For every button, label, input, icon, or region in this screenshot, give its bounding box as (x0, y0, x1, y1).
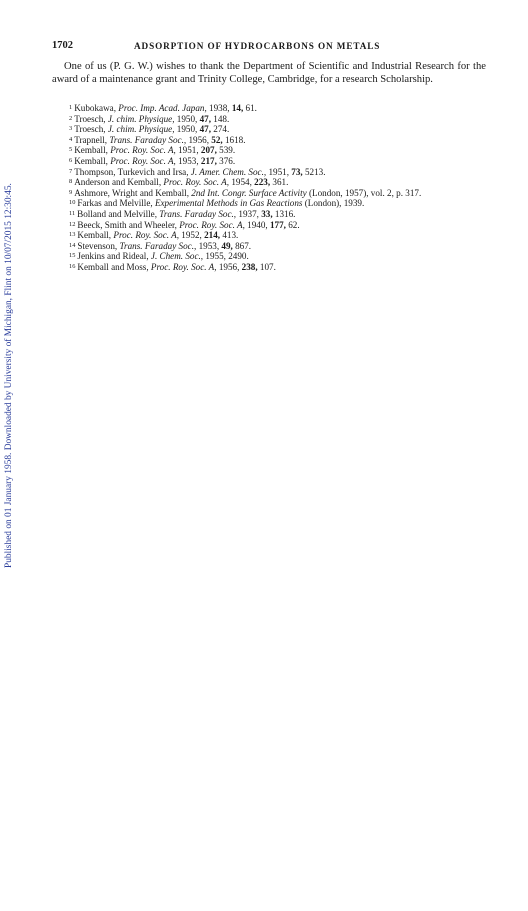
reference-authors: Jenkins and Rideal, (77, 251, 149, 262)
reference-pages: 62. (288, 219, 300, 230)
reference-journal: Trans. Faraday Soc., (119, 240, 197, 251)
reference-volume: 33, (261, 208, 273, 219)
reference-number: 14 (69, 241, 76, 249)
reference-journal: J. Chem. Soc., (150, 251, 204, 262)
reference-journal: Proc. Roy. Soc. A, (179, 219, 245, 230)
page-content (52, 40, 486, 273)
reference-pages: 376. (219, 155, 236, 166)
reference-authors: Kemball, (74, 155, 108, 166)
reference-number: 5 (69, 146, 73, 154)
download-watermark (2, 128, 16, 568)
reference-item (52, 198, 486, 209)
reference-pages: 61. (245, 103, 257, 113)
reference-authors: Trapnell, (74, 134, 108, 145)
reference-year: 1956, (188, 134, 209, 145)
reference-volume: 47, (199, 113, 211, 124)
running-title: ADSORPTION OF HYDROCARBONS ON METALS (134, 41, 381, 51)
reference-pages: 413. (222, 230, 239, 241)
reference-year: (London, 1957), (308, 187, 369, 198)
reference-journal: Proc. Roy. Soc. A, (163, 177, 230, 188)
reference-year: 1950, (176, 124, 198, 135)
reference-pages: 1618. (224, 134, 246, 145)
reference-volume: 223, (254, 177, 271, 188)
reference-volume: 177, (269, 219, 286, 230)
reference-year: 1956, (218, 261, 240, 272)
reference-item (52, 103, 486, 114)
reference-year: 1937, (238, 208, 259, 219)
reference-item (52, 135, 486, 146)
page-header (52, 40, 486, 54)
reference-number: 11 (69, 209, 76, 217)
reference-journal: Proc. Imp. Acad. Japan, (118, 103, 207, 113)
reference-year: 1940, (247, 219, 268, 230)
reference-number: 7 (69, 167, 73, 175)
reference-authors: Kemball, (74, 145, 108, 156)
reference-authors: Farkas and Melville, (77, 198, 153, 209)
reference-year: 1938, (209, 103, 230, 113)
reference-pages: 148. (213, 113, 230, 124)
reference-item (52, 167, 486, 178)
reference-volume: 73, (291, 166, 303, 177)
reference-volume: 52, (211, 134, 223, 145)
reference-journal: Trans. Faraday Soc., (159, 208, 237, 219)
reference-item (52, 177, 486, 188)
reference-authors: Kubokawa, (74, 103, 117, 113)
reference-journal: Proc. Roy. Soc. A, (110, 155, 176, 166)
reference-pages: 361. (272, 177, 289, 188)
reference-journal: Proc. Roy. Soc. A, (150, 261, 217, 272)
reference-pages: 107. (259, 261, 276, 272)
reference-number: 9 (69, 188, 73, 196)
reference-volume: 207, (200, 145, 217, 156)
reference-number: 3 (69, 125, 73, 133)
reference-volume: 49, (221, 240, 233, 251)
reference-pages: 539. (219, 145, 236, 156)
reference-number: 8 (69, 178, 73, 186)
reference-item (52, 145, 486, 156)
reference-authors: Kemball, (77, 230, 112, 241)
reference-number: 1 (69, 104, 73, 111)
reference-item (52, 220, 486, 231)
reference-authors: Beeck, Smith and Wheeler, (77, 219, 177, 230)
reference-number: 12 (69, 220, 76, 228)
reference-number: 13 (69, 231, 76, 239)
reference-number: 6 (69, 156, 73, 164)
reference-pages: 5213. (304, 166, 326, 177)
reference-journal: Experimental Methods in Gas Reactions (154, 198, 303, 209)
acknowledgement-paragraph: One of us (P. G. W.) wishes to thank the Department of Scientific and Industrial Research for the award of a maintenance grant and Trinity College, Cambridge, for a research Scholarship. (52, 61, 486, 85)
reference-item (52, 209, 486, 220)
reference-journal: J. Amer. Chem. Soc., (190, 166, 267, 177)
reference-authors: Troesch, (74, 124, 106, 135)
reference-year: 1953, (198, 240, 220, 251)
reference-journal: Proc. Roy. Soc. A, (113, 230, 180, 241)
reference-pages: 867. (235, 240, 252, 251)
reference-volume: 47, (199, 124, 211, 135)
reference-year: 1951, (178, 145, 199, 156)
reference-journal: J. chim. Physique, (107, 124, 175, 135)
reference-journal: Proc. Roy. Soc. A, (110, 145, 176, 156)
reference-item (52, 230, 486, 241)
reference-authors: Bolland and Melville, (77, 208, 157, 219)
reference-authors: Troesch, (74, 113, 106, 124)
reference-authors: Thompson, Turkevich and Irsa, (74, 166, 189, 177)
reference-year: 1953, (178, 155, 199, 166)
reference-pages: 274. (213, 124, 230, 135)
reference-item (52, 156, 486, 167)
reference-number: 4 (69, 135, 73, 143)
reference-volume: 14, (231, 103, 244, 113)
page-number: 1702 (52, 40, 73, 51)
reference-item (52, 124, 486, 135)
reference-journal: 2nd Int. Congr. Surface Activity (191, 187, 307, 198)
reference-volume: 238, (241, 261, 258, 272)
reference-year: 1950, (176, 113, 198, 124)
reference-number: 10 (69, 199, 76, 207)
reference-year: 1951, (268, 166, 289, 177)
reference-year: 1952, (181, 230, 202, 241)
reference-volume: 217, (200, 155, 217, 166)
reference-authors: Anderson and Kemball, (74, 177, 162, 188)
reference-list (52, 103, 486, 273)
reference-pages: 2490. (228, 251, 249, 262)
reference-item (52, 188, 486, 199)
reference-journal: J. chim. Physique, (107, 113, 175, 124)
download-watermark-text: Published on 01 January 1958. Downloaded by University of Michigan, Flint on 10/07/2015 12:30:45. (4, 183, 14, 568)
reference-authors: Stevenson, (77, 240, 118, 251)
reference-item (52, 251, 486, 262)
reference-number: 16 (69, 262, 76, 270)
reference-item (52, 262, 486, 273)
reference-pages: vol. 2, p. 317. (370, 187, 422, 198)
reference-number: 15 (69, 252, 76, 260)
reference-pages: 1316. (274, 208, 296, 219)
reference-authors: Kemball and Moss, (77, 261, 149, 272)
reference-year: 1955, (205, 251, 226, 262)
reference-item (52, 114, 486, 125)
reference-year: 1954, (231, 177, 252, 188)
reference-authors: Ashmore, Wright and Kemball, (74, 187, 189, 198)
reference-number: 2 (69, 114, 73, 122)
reference-journal: Trans. Faraday Soc., (109, 134, 187, 145)
reference-item (52, 241, 486, 252)
reference-volume: 214, (204, 230, 221, 241)
reference-year: (London), 1939. (304, 198, 365, 209)
